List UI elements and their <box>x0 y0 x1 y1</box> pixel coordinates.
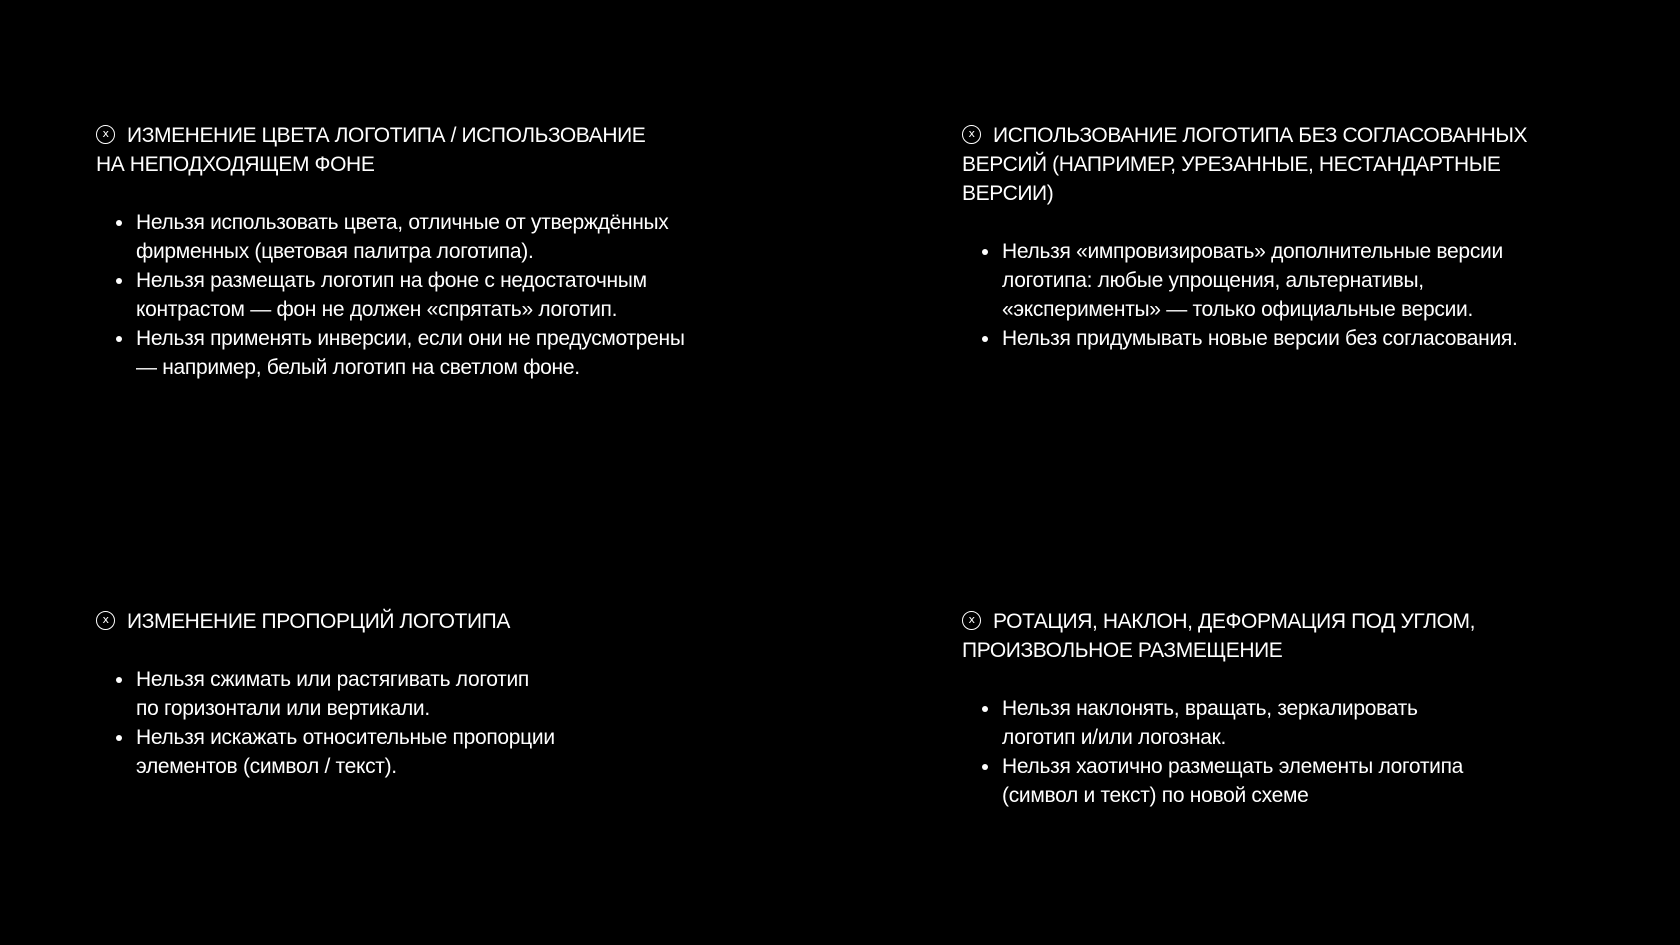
x-circle-icon <box>96 125 115 144</box>
rule-list <box>962 237 1602 353</box>
section-heading <box>962 121 1602 208</box>
list-item: Нельзя размещать логотип на фоне с недостаточным контрастом — фон не должен «спрятать» логотип. <box>116 266 796 324</box>
list-item: Нельзя придумывать новые версии без согласования. <box>982 324 1602 353</box>
x-circle-icon <box>962 125 981 144</box>
rule-section-rotation <box>962 607 1602 810</box>
list-item: Нельзя применять инверсии, если они не предусмотрены — например, белый логотип на светлом фоне. <box>116 324 796 382</box>
list-item: Нельзя искажать относительные пропорции элементов (символ / текст). <box>116 723 796 781</box>
rule-section-proportions <box>96 607 796 781</box>
x-circle-icon <box>962 611 981 630</box>
rule-section-versions <box>962 121 1602 353</box>
list-item: Нельзя использовать цвета, отличные от утверждённых фирменных (цветовая палитра логотипа). <box>116 208 796 266</box>
rule-list <box>962 694 1602 810</box>
section-heading-text: ИЗМЕНЕНИЕ ПРОПОРЦИЙ ЛОГОТИПА <box>127 610 510 633</box>
rule-list <box>96 208 796 382</box>
rule-section-color <box>96 121 796 382</box>
list-item: Нельзя наклонять, вращать, зеркалировать логотип и/или логознак. <box>982 694 1602 752</box>
list-item: Нельзя сжимать или растягивать логотип по горизонтали или вертикали. <box>116 665 796 723</box>
list-item: Нельзя хаотично размещать элементы логотипа (символ и текст) по новой схеме <box>982 752 1602 810</box>
section-heading-text: ИСПОЛЬЗОВАНИЕ ЛОГОТИПА БЕЗ СОГЛАСОВАННЫХ ВЕРСИЙ (НАПРИМЕР, УРЕЗАННЫЕ, НЕСТАНДАРТНЫЕ ВЕРСИИ) <box>962 124 1528 205</box>
section-heading-text: РОТАЦИЯ, НАКЛОН, ДЕФОРМАЦИЯ ПОД УГЛОМ, ПРОИЗВОЛЬНОЕ РАЗМЕЩЕНИЕ <box>962 610 1476 662</box>
section-heading-text: ИЗМЕНЕНИЕ ЦВЕТА ЛОГОТИПА / ИСПОЛЬЗОВАНИЕ НА НЕПОДХОДЯЩЕМ ФОНЕ <box>96 124 646 176</box>
section-heading <box>962 607 1602 665</box>
list-item: Нельзя «импровизировать» дополнительные версии логотипа: любые упрощения, альтернативы, «эксперименты» — только официальные версии. <box>982 237 1602 324</box>
rule-list <box>96 665 796 781</box>
section-heading <box>96 121 796 179</box>
section-heading <box>96 607 796 636</box>
x-circle-icon <box>96 611 115 630</box>
